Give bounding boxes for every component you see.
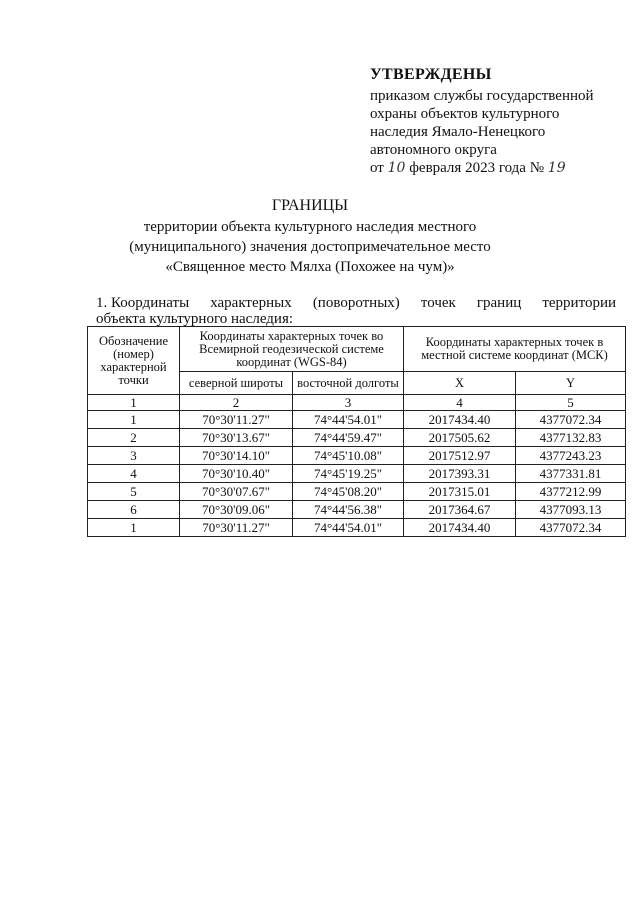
cell-latitude: 70°30'14.10" xyxy=(180,447,293,465)
intro-word: характерных xyxy=(210,295,292,311)
document-subtitle-line: территории объекта культурного наследия местного xyxy=(143,219,477,235)
table-row xyxy=(88,501,626,519)
document-subtitle-line: «Священное место Мялха (Похожее на чум)» xyxy=(165,259,455,275)
header-msk: Координаты характерных точек в местной системе координат (МСК) xyxy=(404,327,626,372)
intro-word: точек xyxy=(420,295,456,311)
cell-longitude: 74°44'54.01" xyxy=(293,411,404,429)
document-subtitle-line: (муниципального) значения достопримечательное место xyxy=(129,239,491,255)
approval-line: охраны объектов культурного xyxy=(370,106,560,122)
table-row xyxy=(88,465,626,483)
cell-point: 1 xyxy=(88,519,180,537)
cell-y: 4377072.34 xyxy=(516,411,626,429)
cell-latitude: 70°30'11.27" xyxy=(180,519,293,537)
approval-line: наследия Ямало-Ненецкого xyxy=(370,124,546,140)
column-number: 2 xyxy=(180,395,293,411)
cell-point: 5 xyxy=(88,483,180,501)
header-x: X xyxy=(404,372,516,395)
coordinates-table xyxy=(87,326,626,537)
intro-line-1 xyxy=(96,295,616,311)
cell-point: 1 xyxy=(88,411,180,429)
cell-latitude: 70°30'11.27" xyxy=(180,411,293,429)
approval-block xyxy=(370,66,620,177)
cell-longitude: 74°45'10.08" xyxy=(293,447,404,465)
date-rest: февраля 2023 года № xyxy=(409,160,545,176)
intro-word: (поворотных) xyxy=(312,295,400,311)
cell-y: 4377132.83 xyxy=(516,429,626,447)
cell-y: 4377243.23 xyxy=(516,447,626,465)
cell-longitude: 74°44'59.47" xyxy=(293,429,404,447)
header-point-id: Обозначение (номер) характерной точки xyxy=(88,327,180,395)
header-y: Y xyxy=(516,372,626,395)
cell-y: 4377212.99 xyxy=(516,483,626,501)
intro-line-2: объекта культурного наследия: xyxy=(96,311,294,327)
approval-line: автономного округа xyxy=(370,142,497,158)
header-longitude: восточной долготы xyxy=(293,372,404,395)
approval-line: приказом службы государственной xyxy=(370,88,594,104)
section-intro xyxy=(96,295,616,327)
column-number: 1 xyxy=(88,395,180,411)
cell-x: 2017315.01 xyxy=(404,483,516,501)
cell-longitude: 74°45'19.25" xyxy=(293,465,404,483)
cell-latitude: 70°30'09.06" xyxy=(180,501,293,519)
cell-y: 4377331.81 xyxy=(516,465,626,483)
cell-longitude: 74°44'54.01" xyxy=(293,519,404,537)
cell-longitude: 74°44'56.38" xyxy=(293,501,404,519)
cell-x: 2017434.40 xyxy=(404,519,516,537)
intro-word: территории xyxy=(542,295,616,311)
cell-latitude: 70°30'07.67" xyxy=(180,483,293,501)
date-day-handwritten: 10 xyxy=(387,160,406,176)
table-row xyxy=(88,519,626,537)
cell-point: 6 xyxy=(88,501,180,519)
approval-heading: УТВЕРЖДЕНЫ xyxy=(370,66,492,83)
cell-point: 2 xyxy=(88,429,180,447)
cell-y: 4377072.34 xyxy=(516,519,626,537)
document-title-block xyxy=(90,196,530,277)
column-number-row xyxy=(88,395,626,411)
intro-word: 1. Координаты xyxy=(96,295,190,311)
table-row xyxy=(88,429,626,447)
table-row xyxy=(88,411,626,429)
cell-longitude: 74°45'08.20" xyxy=(293,483,404,501)
column-number: 4 xyxy=(404,395,516,411)
column-number: 5 xyxy=(516,395,626,411)
cell-x: 2017512.97 xyxy=(404,447,516,465)
cell-point: 3 xyxy=(88,447,180,465)
cell-x: 2017505.62 xyxy=(404,429,516,447)
table-row xyxy=(88,447,626,465)
cell-point: 4 xyxy=(88,465,180,483)
cell-x: 2017434.40 xyxy=(404,411,516,429)
header-wgs84: Координаты характерных точек во Всемирной геодезической системе координат (WGS-84) xyxy=(180,327,404,372)
approval-date-line xyxy=(370,159,620,177)
header-latitude: северной широты xyxy=(180,372,293,395)
document-title: ГРАНИЦЫ xyxy=(271,197,349,214)
cell-x: 2017393.31 xyxy=(404,465,516,483)
intro-word: границ xyxy=(476,295,522,311)
cell-latitude: 70°30'13.67" xyxy=(180,429,293,447)
column-number: 3 xyxy=(293,395,404,411)
table-row xyxy=(88,483,626,501)
cell-y: 4377093.13 xyxy=(516,501,626,519)
cell-latitude: 70°30'10.40" xyxy=(180,465,293,483)
order-number-handwritten: 19 xyxy=(547,160,566,176)
date-prefix: от xyxy=(370,160,384,176)
cell-x: 2017364.67 xyxy=(404,501,516,519)
